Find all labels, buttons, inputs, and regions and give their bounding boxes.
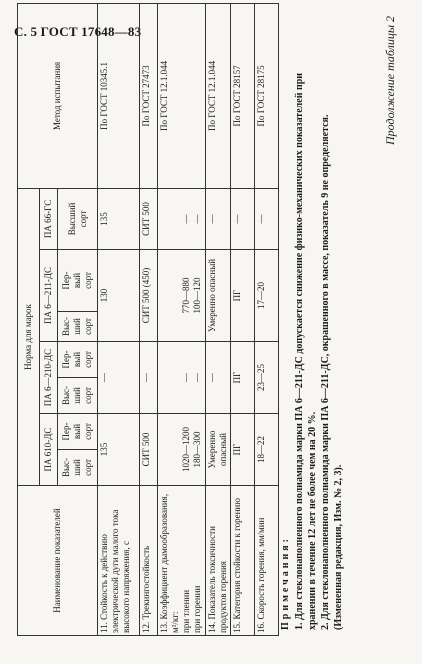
header-sort-high-only: Высший сорт <box>58 188 98 249</box>
header-test-method: Метод испытания <box>18 3 98 188</box>
header-sort-first: Пер- вый сорт <box>58 414 98 450</box>
value-pa66: СИТ 500 <box>140 188 158 249</box>
header-sort-first: Пер- вый сорт <box>58 342 98 378</box>
value-pa6-211: 770—880 100—120 <box>158 250 206 342</box>
notes-title: Примечания: <box>280 535 291 630</box>
row-method: По ГОСТ 12.1.044 <box>206 3 231 188</box>
value-pa66: — <box>231 188 255 249</box>
header-sort-first: Пер- вый сорт <box>58 250 98 312</box>
note-2: 2. Для стеклонаполненного полиамида марки ПА 6—211-ДС, окрашенного в массе, показатель 9 не определяется. <box>320 114 331 630</box>
value-pa610: 18—22 <box>255 414 279 486</box>
value-pa6-211: 130 <box>98 250 140 342</box>
row-name: 15. Категория стойкости к горению <box>231 486 255 636</box>
value-pa6-210: 23—25 <box>255 342 279 414</box>
row-method: По ГОСТ 12.1.044 <box>158 3 206 188</box>
value-pa610: ПГ <box>231 414 255 486</box>
header-sort-high: Выс- ший сорт <box>58 450 98 486</box>
value-pa610: СИТ 500 <box>140 414 158 486</box>
row-name: 11. Стойкость к действию электрической дуги малого тока высокого напряжения, с <box>98 486 140 636</box>
header-sort-high: Выс- ший сорт <box>58 378 98 414</box>
value-pa6-211: ПГ <box>231 250 255 342</box>
value-pa66: 135 <box>98 188 140 249</box>
row-method: По ГОСТ 10345.1 <box>98 3 140 188</box>
table-row <box>140 3 158 635</box>
header-grade-pa66: ПА 66-ГС <box>40 188 58 249</box>
header-indicator-name: Наименование показателей <box>18 486 98 636</box>
value-pa6-211: Умеренно опасный <box>206 250 231 342</box>
row-name: 14. Показатель токсичности продуктов горения <box>206 486 231 636</box>
row-name: 12. Трекингостойкость <box>140 486 158 636</box>
value-pa610: 1020—1200 180—300 <box>158 414 206 486</box>
row-name: 16. Скорость горения, мм/мин <box>255 486 279 636</box>
table-row <box>255 3 279 635</box>
value-pa6-210: — <box>98 342 140 414</box>
value-pa66: — <box>255 188 279 249</box>
header-grade-pa6-210: ПА 6—210-ДС <box>40 342 58 414</box>
value-pa6-211: 17—20 <box>255 250 279 342</box>
value-pa6-210: — <box>140 342 158 414</box>
table-row <box>158 3 206 635</box>
notes-block <box>279 34 345 644</box>
properties-table <box>17 3 279 636</box>
table-row <box>231 3 255 635</box>
table-row <box>206 3 231 635</box>
value-pa610: 135 <box>98 414 140 486</box>
value-pa610: Умеренно опасный <box>206 414 231 486</box>
value-pa6-210: — <box>206 342 231 414</box>
header-sort-high: Выс- ший сорт <box>58 312 98 342</box>
row-method: По ГОСТ 28175 <box>255 3 279 188</box>
row-name: 13. Коэффициент дымообразования, м²/кг: при тлении при горении <box>158 486 206 636</box>
value-pa6-210: — — <box>158 342 206 414</box>
table-body <box>98 3 279 635</box>
table-continuation-label: Продолжение таблицы 2 <box>383 15 397 145</box>
page-header: С. 5 ГОСТ 17648—83 <box>14 24 142 39</box>
value-pa6-210: ПГ <box>231 342 255 414</box>
value-pa66: — — <box>158 188 206 249</box>
value-pa66: — <box>206 188 231 249</box>
header-norm-group: Норма для марок <box>18 188 40 485</box>
note-1: 1. Для стеклонаполненного полиамида марки ПА 6—211-ДС допускается снижение физико-механических показателей при хранении в течение 12 лет не более чем на 20 %. <box>294 72 318 630</box>
table-row <box>98 3 140 635</box>
rotated-page-content <box>17 10 405 650</box>
value-pa6-211: СИТ 500 (450) <box>140 250 158 342</box>
edition-note: (Измененная редакция, Изм. № 2, 3). <box>333 464 344 630</box>
row-method: По ГОСТ 28157 <box>231 3 255 188</box>
header-grade-pa610: ПА 610-ДС <box>40 414 58 486</box>
row-method: По ГОСТ 27473 <box>140 3 158 188</box>
header-grade-pa6-211: ПА 6—211-ДС <box>40 250 58 342</box>
